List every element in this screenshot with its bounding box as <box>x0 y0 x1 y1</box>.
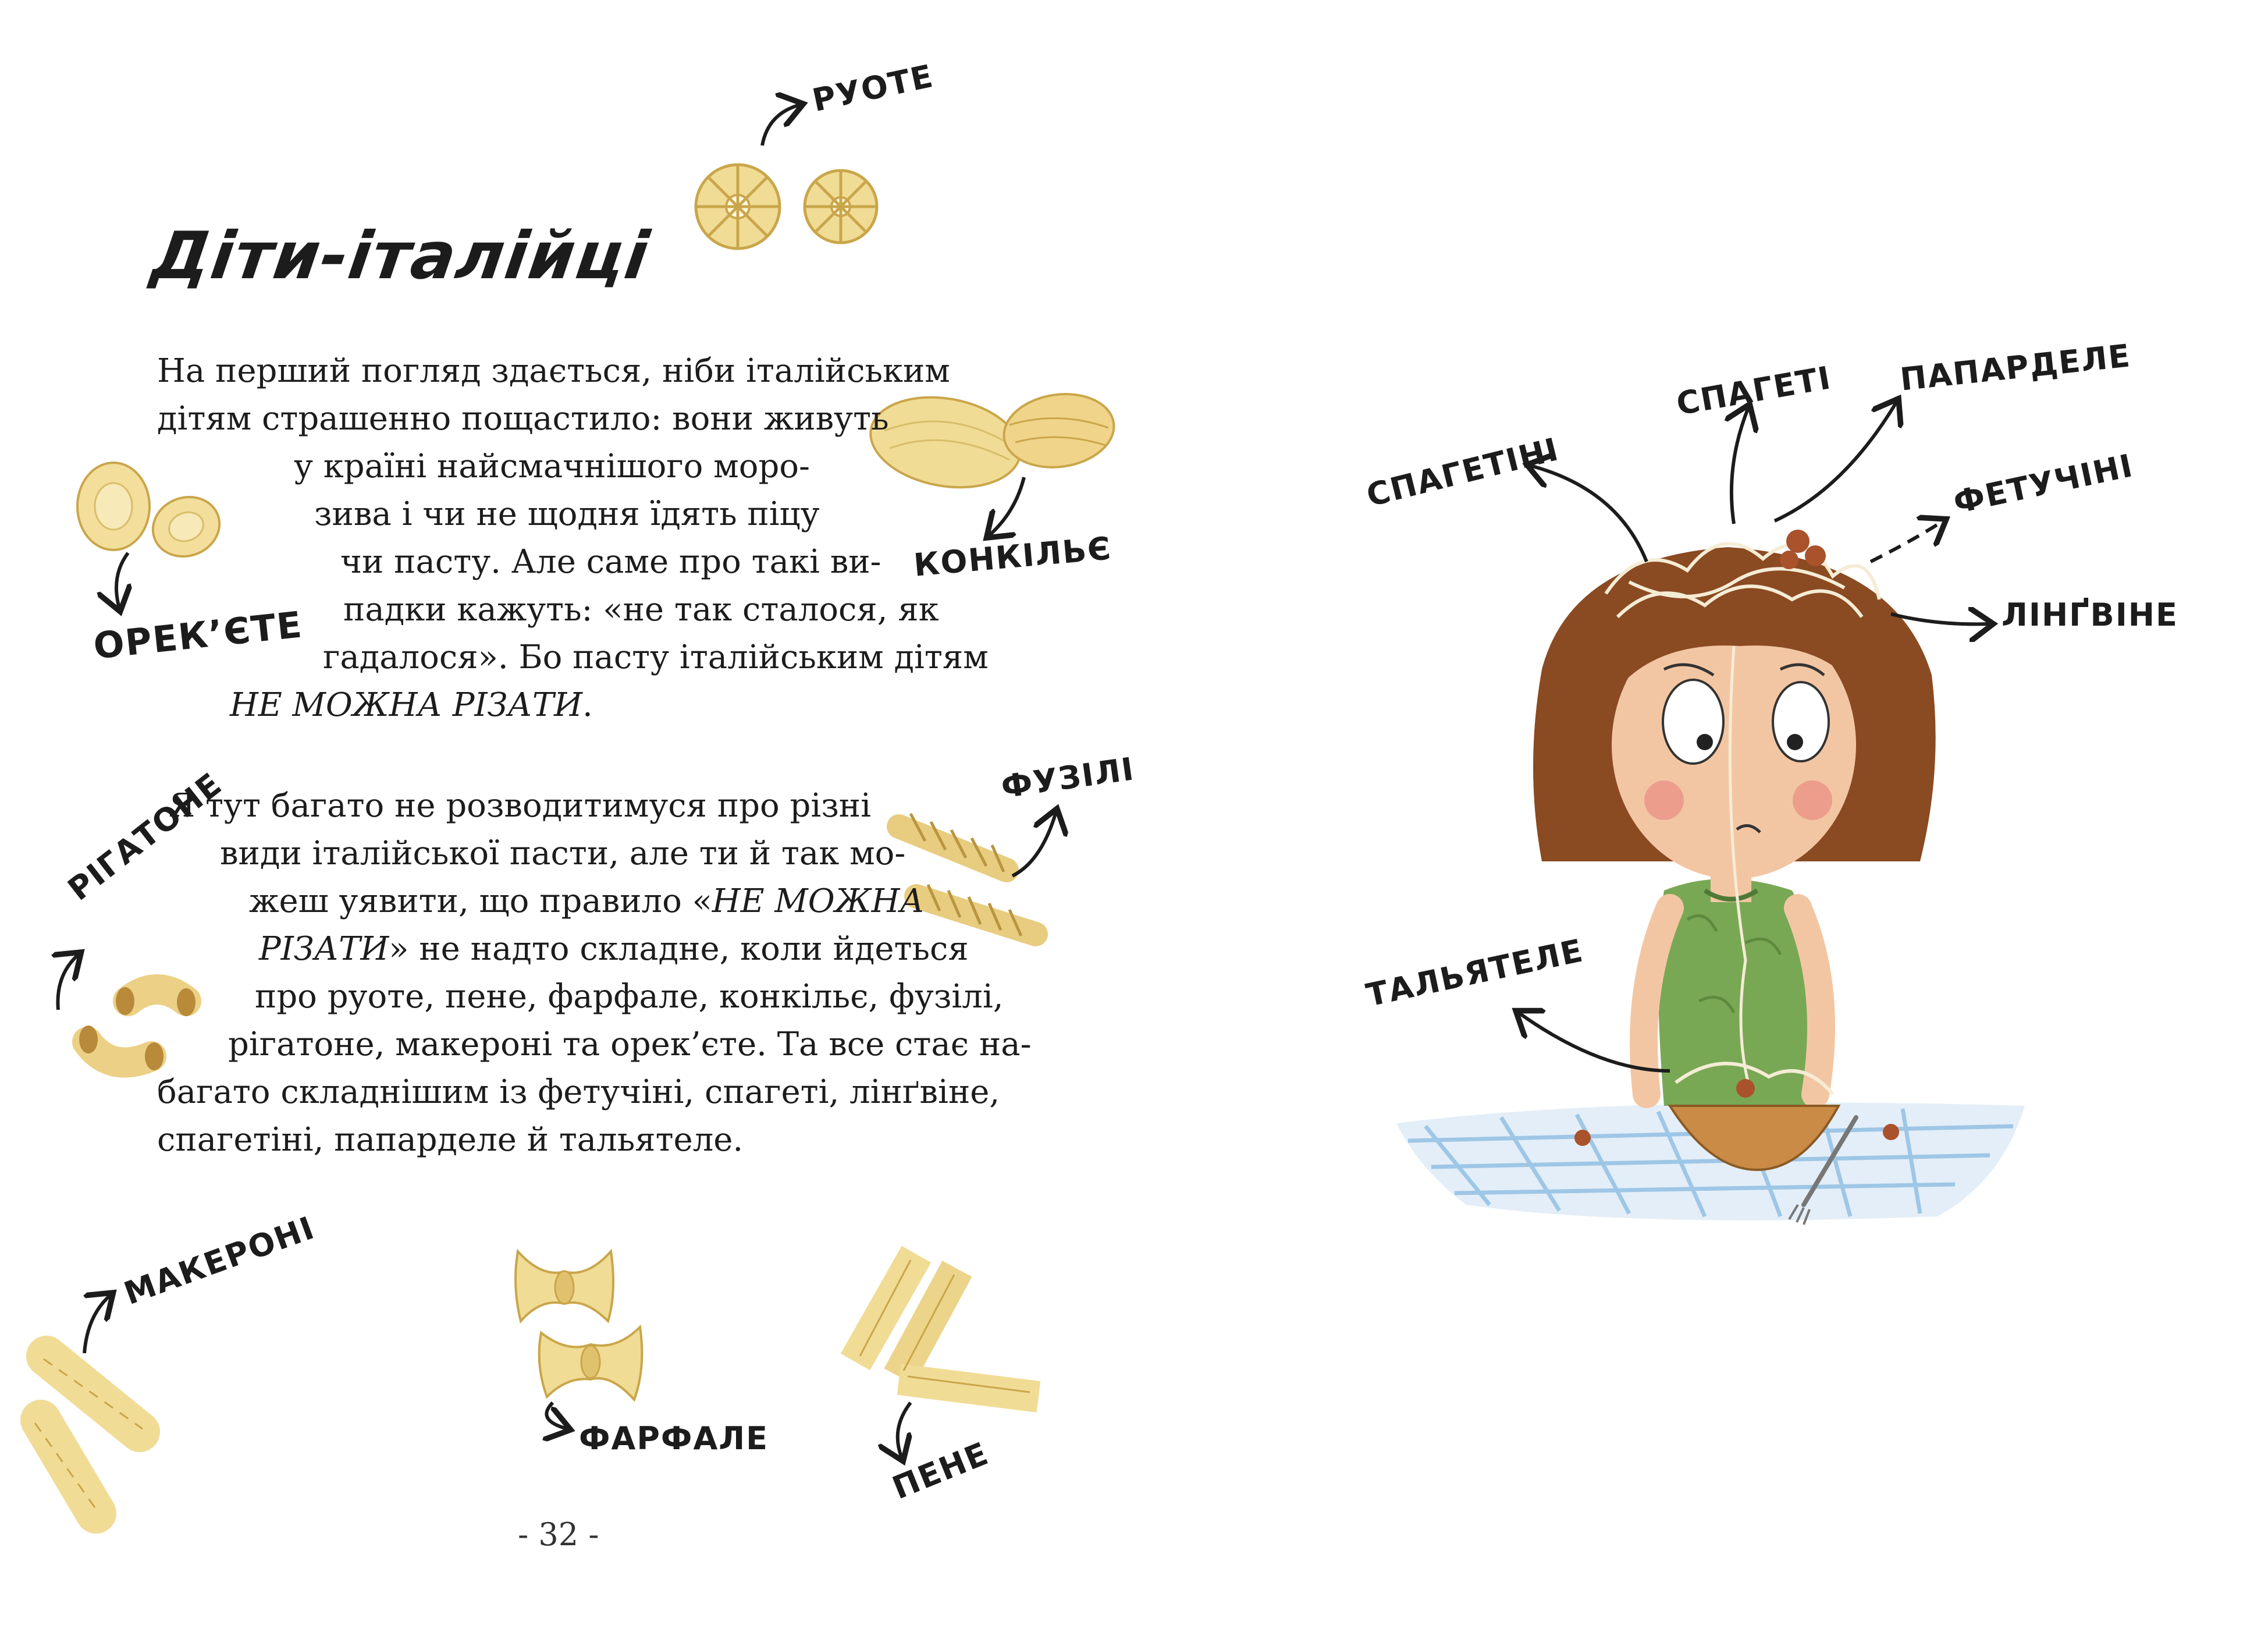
rigatoni-arrow <box>58 954 79 1010</box>
text-line <box>259 926 969 973</box>
text-segment: » не надто складне, коли йдеться <box>389 930 969 968</box>
label-orecchiette: ОРЕК’ЄТЕ <box>91 603 305 668</box>
text-line: дітям страшенно пощастило: вони живуть <box>157 400 889 438</box>
page-number: - 32 - <box>518 1516 599 1553</box>
text-line: спагетіні, папарделе й тальятеле. <box>157 1121 744 1159</box>
penne-arrow <box>898 1403 911 1458</box>
label-spaghettini: СПАГЕТІНІ <box>1363 431 1563 514</box>
text-line: про руоте, пене, фарфале, конкільє, фузілі, <box>255 978 1004 1016</box>
girl-with-pasta-illustration <box>1396 530 2025 1225</box>
text-line <box>249 878 925 925</box>
rigatoni-pasta-illustration <box>79 987 195 1070</box>
text-line: багато складнішим із фетучіні, спагеті, лінґвіне, <box>157 1073 1000 1111</box>
text-segment: жеш уявити, що правило « <box>249 882 712 920</box>
spaghetti-arrow <box>1732 407 1748 524</box>
label-tagliatelle: ТАЛЬЯТЕЛЕ <box>1363 932 1587 1014</box>
label-maccheroni: МАКЕРОНІ <box>119 1209 320 1312</box>
orecchiette-arrow <box>116 553 128 608</box>
penne-pasta-illustration <box>855 1254 1039 1397</box>
fusilli-arrow <box>1012 812 1056 876</box>
text-line: рігатоне, макероні та орек’єте. Та все стає на- <box>228 1026 1032 1063</box>
text-line <box>230 682 593 729</box>
text-line: види італійської пасти, але ти й так мо- <box>220 835 906 872</box>
linguine-arrow <box>1891 614 1990 624</box>
maccheroni-pasta-illustration <box>35 1356 143 1513</box>
text-line: падки кажуть: «не так сталося, як <box>343 591 939 629</box>
label-spaghetti: СПАГЕТІ <box>1673 359 1835 423</box>
label-conchiglie: КОНКІЛЬЄ <box>912 530 1114 584</box>
farfalle-arrow <box>546 1403 567 1429</box>
label-fettuccine: ФЕТУЧІНІ <box>1950 447 2137 521</box>
label-ruote: РУОТЕ <box>809 57 937 119</box>
sentence-end: . <box>582 686 593 724</box>
label-rigatoni: РІГАТОНЕ <box>61 765 229 908</box>
ruote-pasta-illustration <box>696 165 877 249</box>
fettuccine-arrow <box>1871 521 1943 562</box>
farfalle-pasta-illustration <box>516 1251 642 1400</box>
text-line: у країні найсмачнішого моро- <box>294 448 810 485</box>
page-title: Діти-італійці <box>147 218 655 294</box>
text-line: зива і чи не щодня їдять піцу <box>314 495 820 533</box>
orecchiette-pasta-illustration <box>77 463 228 566</box>
emphasis: РІЗАТИ <box>259 930 389 968</box>
emphasis: НЕ МОЖНА <box>712 882 925 920</box>
pappardelle-arrow <box>1775 402 1897 521</box>
conchiglie-pasta-illustration <box>863 386 1119 499</box>
label-pappardelle: ПАПАРДЕЛЕ <box>1898 337 2133 398</box>
conchiglie-arrow <box>989 477 1024 535</box>
ruote-arrow <box>762 105 800 146</box>
text-line: гадалося». Бо пасту італійським дітям <box>323 638 989 676</box>
maccheroni-arrow <box>84 1295 111 1353</box>
label-farfalle: ФАРФАЛЕ <box>579 1420 769 1457</box>
text-line: Я тут багато не розводитимуся про різні <box>169 787 872 825</box>
label-linguine: ЛІНҐВІНЕ <box>2002 597 2178 633</box>
emphasis: НЕ МОЖНА РІЗАТИ <box>230 686 583 724</box>
spaghettini-arrow <box>1530 466 1647 562</box>
text-line: На перший погляд здається, ніби італійським <box>157 352 950 390</box>
text-line: чи пасту. Але саме про такі ви- <box>340 543 881 581</box>
label-fusilli: ФУЗІЛІ <box>998 750 1137 806</box>
label-penne: ПЕНЕ <box>887 1435 994 1507</box>
